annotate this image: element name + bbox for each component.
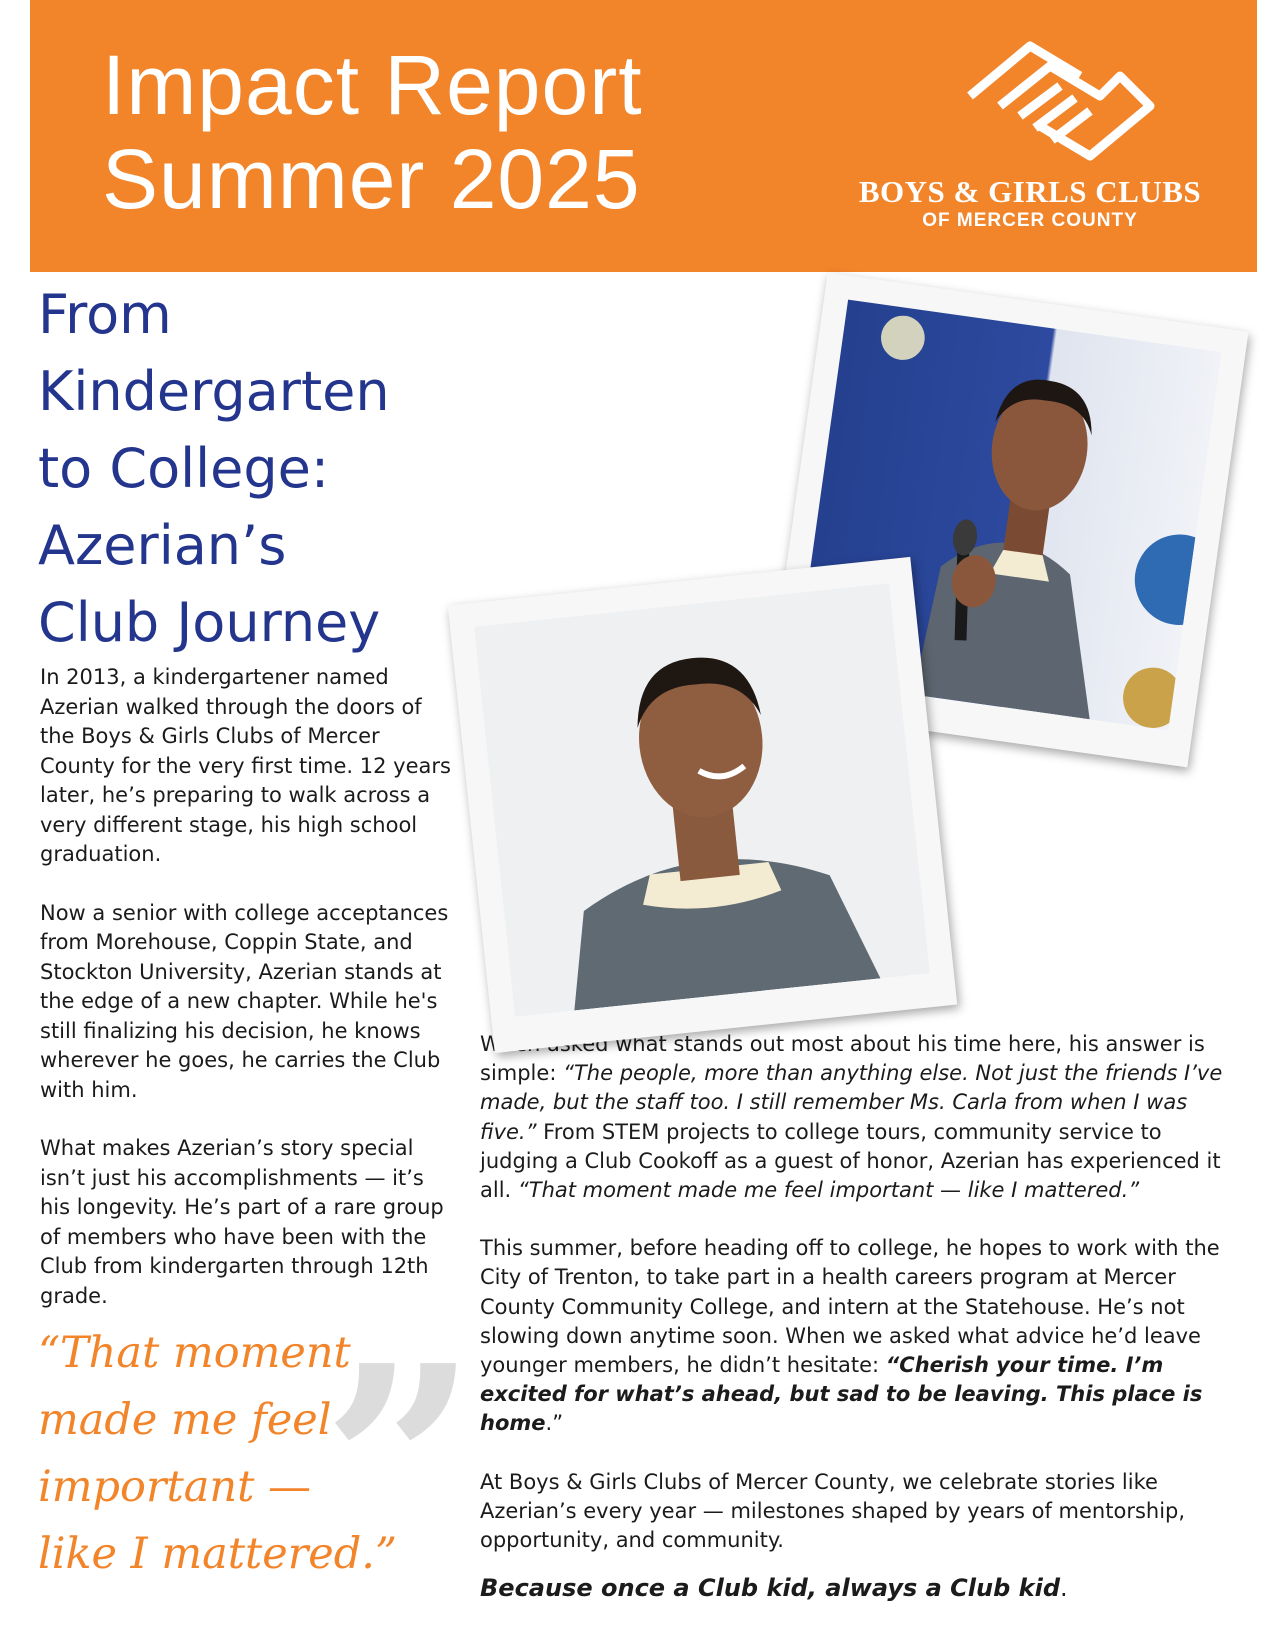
activities-text: From STEM projects to college tours, community service to judging a Club Cookoff as a guest of honor, Azerian has experienced it all.: [480, 1119, 1221, 1203]
right-column: [480, 1030, 1240, 1584]
paragraph-longevity: What makes Azerian’s story special isn’t just his accomplishments — it’s his longevity. He’s part of a rare group of members who have been with the Club from kindergarten through 12th grade.: [40, 1136, 444, 1308]
pull-quote-line2: made me feel: [38, 1395, 332, 1445]
people-intro-text: When asked what stands out most about his time here, his answer is simple:: [480, 1032, 1205, 1086]
paragraph-people: [480, 1030, 1240, 1205]
left-column: [40, 663, 460, 1340]
report-title-line2: Summer 2025: [102, 132, 641, 226]
pull-quote-line3: important —: [38, 1462, 312, 1512]
headline-line2: Kindergarten: [38, 360, 390, 423]
closing-tagline: [480, 1574, 1068, 1602]
header-banner: [30, 0, 1257, 272]
report-title-line1: Impact Report: [102, 38, 643, 132]
bgc-logo: [830, 36, 1230, 236]
headline-line5: Club Journey: [38, 591, 381, 654]
headline-line1: From: [38, 283, 172, 346]
advice-quote-end: .”: [545, 1411, 564, 1436]
pull-quote-line1: “That moment: [38, 1328, 351, 1378]
headline-line3: to College:: [38, 437, 330, 500]
people-quote: “The people, more than anything else. Not just the friends I’ve made, but the staff too. I still remember Ms. Carla from when I was five.”: [480, 1061, 1223, 1144]
pull-quote: [38, 1320, 438, 1588]
tagline-text: Because once a Club kid, always a Club kid: [480, 1574, 1060, 1602]
tagline-period: .: [1060, 1574, 1068, 1602]
summer-plans-text: This summer, before heading off to college, he hopes to work with the City of Trenton, to take part in a health careers program at Mercer County Community College, and intern at the Statehouse. He’s not slowing down anytime soon. When we asked what advice he’d leave younger members, he didn’t hesitate:: [480, 1236, 1220, 1378]
photo-smiling: [448, 557, 957, 1053]
story-headline: [38, 276, 390, 661]
paragraph-intro: In 2013, a kindergartener named Azerian walked through the doors of the Boys & Girls Clubs of Mercer County for the very first time. 12 years later, he’s preparing to walk across a very different stage, his high school graduation.: [40, 665, 451, 866]
mattered-quote: “That moment made me feel important — like I mattered.”: [517, 1178, 1140, 1203]
headline-line4: Azerian’s: [38, 514, 287, 577]
paragraph-senior: Now a senior with college acceptances from Morehouse, Coppin State, and Stockton University, Azerian stands at the edge of a new chapter. While he's still finalizing his decision, he knows wherever he goes, he carries the Club with him.: [40, 900, 449, 1102]
photo-smiling-image: [474, 583, 930, 1016]
paragraph-celebrate: At Boys & Girls Clubs of Mercer County, we celebrate stories like Azerian’s every year — milestones shaped by years of mentorship, opportunity, and community.: [480, 1469, 1186, 1553]
logo-subtitle: OF MERCER COUNTY: [922, 210, 1138, 231]
report-title: [102, 38, 643, 226]
quote-mark-icon: ”: [322, 1306, 478, 1624]
paragraph-summer: [480, 1234, 1240, 1438]
pull-quote-line4: like I mattered.”: [38, 1529, 397, 1579]
logo-name: BOYS & GIRLS CLUBS: [858, 174, 1202, 209]
advice-quote: “Cherish your time. I’m excited for what’s ahead, but sad to be leaving. This place is home: [480, 1353, 1203, 1436]
clasped-hands-icon: [960, 36, 1160, 166]
